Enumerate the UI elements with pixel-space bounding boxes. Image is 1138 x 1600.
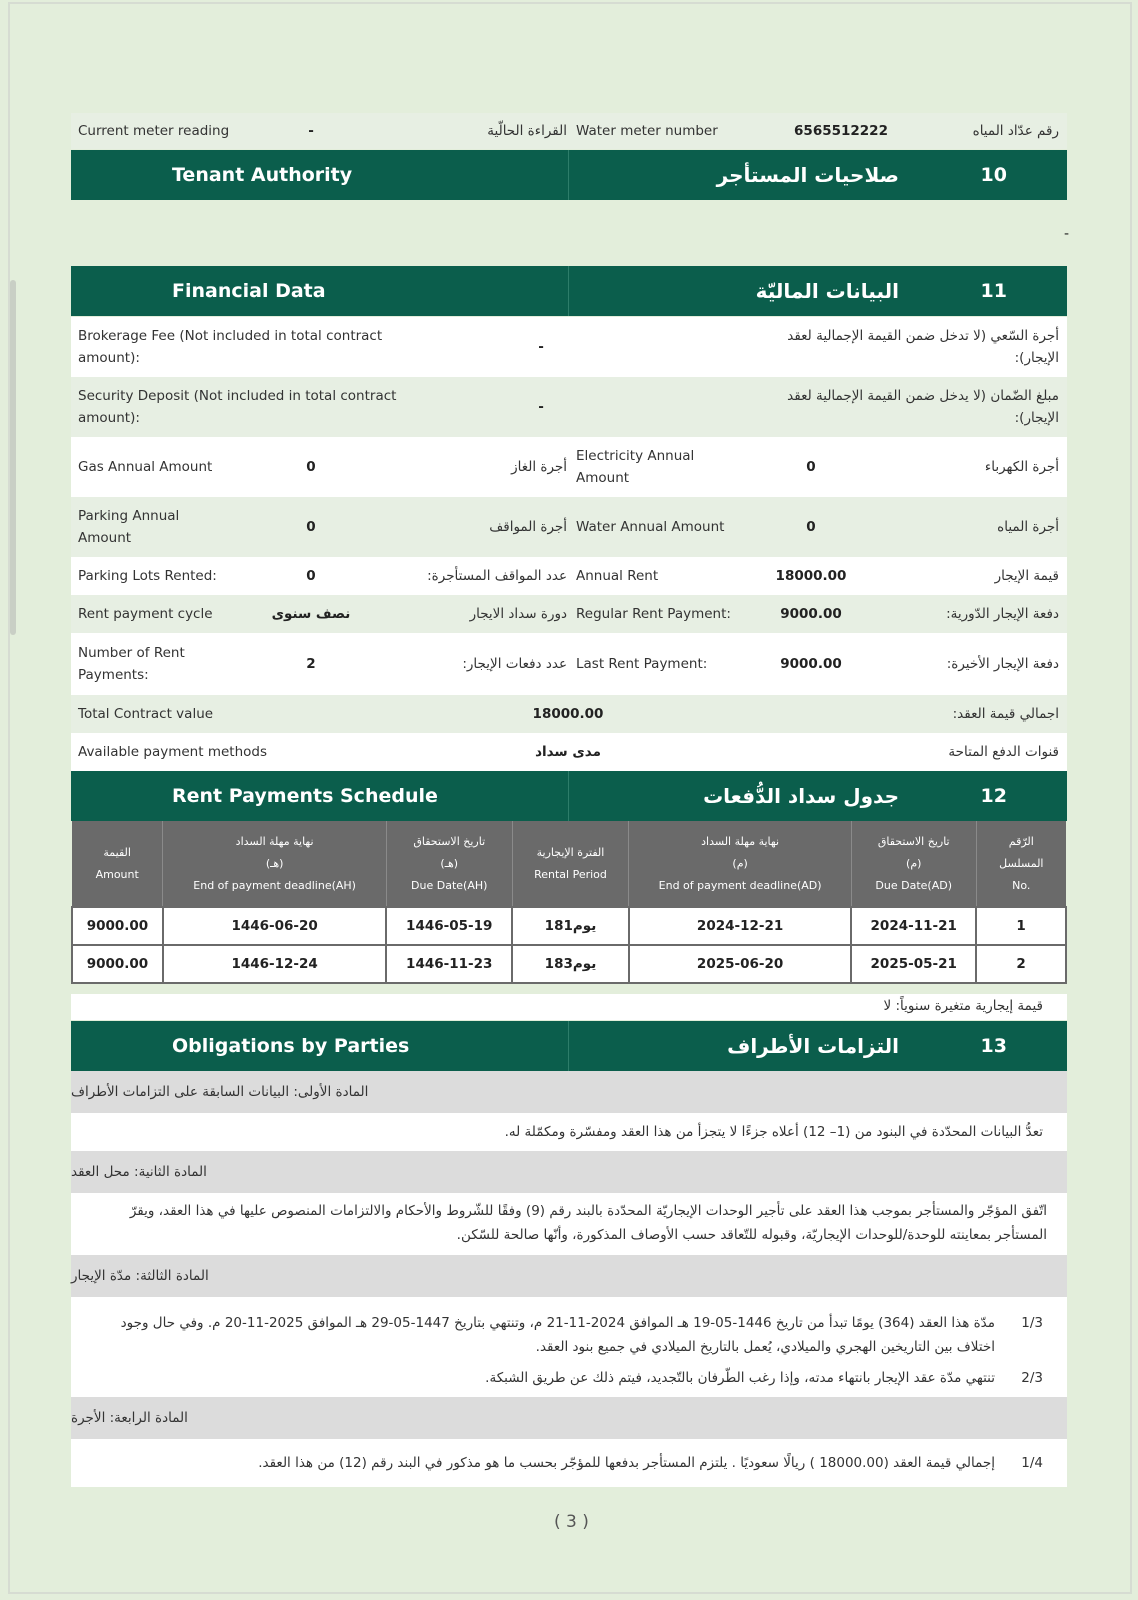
- parking-label: Parking Annual Amount: [78, 508, 180, 546]
- table-header-row: [72, 821, 1066, 907]
- section-11-title-ar: البيانات الماليّة: [755, 279, 899, 303]
- variable-rent-note: قيمة إيجارية متغيرة سنوياً: لا: [883, 998, 1043, 1014]
- section-11-title-en: Financial Data: [172, 280, 326, 302]
- num-payments-value: 2: [306, 656, 316, 672]
- amount-cell: 9000.00: [72, 945, 163, 983]
- last-payment-value: 9000.00: [780, 656, 842, 672]
- water-meter-value: 6565512222: [794, 123, 888, 139]
- cycle-row: [71, 595, 1067, 633]
- deposit-value: -: [538, 399, 544, 415]
- parking-lots-label: Parking Lots Rented:: [78, 568, 217, 584]
- methods-label: Available payment methods: [78, 744, 267, 760]
- section-10-number: 10: [980, 164, 1007, 186]
- article-4-item-1: 1/4 إجمالي قيمة العقد (18000.00 ) ريالًا سعوديًا . يلتزم المستأجر بدفعها للمؤجّر بحسب ما هو مذكور في البند رقم (12) من هذا العقد.: [258, 1455, 1043, 1471]
- regular-payment-label-ar: دفعة الإيجار الدّورية:: [946, 606, 1059, 622]
- brokerage-value: -: [538, 339, 544, 355]
- total-row: [71, 695, 1067, 733]
- water-meter-label: Water meter number: [576, 123, 718, 139]
- section-13-title-en: Obligations by Parties: [172, 1035, 410, 1057]
- section-12-title-en: Rent Payments Schedule: [172, 785, 438, 807]
- total-value: 18000.00: [532, 706, 604, 722]
- column-header-end-ah: نهاية مهلة السداد (هـ) End of payment deadline(AH): [163, 821, 386, 907]
- amount-cell: 9000.00: [72, 907, 163, 945]
- variable-rent-bar: [71, 994, 1067, 1020]
- section-12-number: 12: [980, 785, 1007, 807]
- column-header-end-ad: نهاية مهلة السداد (م) End of payment deadline(AD): [629, 821, 851, 907]
- column-header-amount: القيمة Amount: [72, 821, 163, 907]
- parking-water-row: [71, 497, 1067, 557]
- last-payment-label-ar: دفعة الإيجار الأخيرة:: [946, 656, 1059, 672]
- section-13-number: 13: [980, 1035, 1007, 1057]
- total-label-ar: اجمالي قيمة العقد:: [952, 706, 1059, 722]
- article-4-title: المادة الرابعة: الأجرة: [71, 1397, 1067, 1439]
- current-meter-label-ar: القراءة الحالّية: [487, 123, 567, 139]
- section-10-title-en: Tenant Authority: [172, 164, 353, 186]
- due-ad-cell: 2025-05-21: [851, 945, 976, 983]
- cycle-label-ar: دورة سداد الايجار: [469, 606, 567, 622]
- parking-value: 0: [306, 519, 316, 535]
- section-11-header: [71, 266, 1067, 316]
- article-4-items: [71, 1439, 1067, 1487]
- article-2-text: اتّفق المؤجّر والمستأجر بموجب هذا العقد على تأجير الوحدات الإيجاريّة المحدّدة بالبند رقم (9) وفقًا للشّروط والأحكام والالتزامات المنصوص عليها في هذا العقد، ويقرّ المستأجر بمعاينته للوحدة/للوحدات الإيجاريّة، وقبوله للتّعاقد حسب الأوصاف المذكورة، وأنّها صالحة للسّكن.: [71, 1193, 1067, 1255]
- electricity-label: Electricity Annual Amount: [576, 448, 695, 486]
- column-header-due-ad: تاريخ الاستحقاق (م) Due Date(AD): [851, 821, 976, 907]
- period-cell: 183يوم: [512, 945, 629, 983]
- num-payments-label: Number of Rent Payments:: [78, 645, 185, 683]
- parking-label-ar: أجرة المواقف: [489, 519, 567, 535]
- section-10-title-ar: صلاحيات المستأجر: [716, 163, 899, 187]
- annual-rent-label-ar: قيمة الإيجار: [994, 568, 1059, 584]
- period-cell: 181يوم: [512, 907, 629, 945]
- annual-rent-label: Annual Rent: [576, 568, 659, 584]
- article-3-item-2: 2/3 تنتهي مدّة عقد الإيجار بانتهاء مدته، وإذا رغب الطّرفان بالتّجديد، فيتم ذلك عن طريق الشبكة.: [485, 1370, 1043, 1386]
- regular-payment-label: Regular Rent Payment:: [576, 606, 731, 622]
- section-10-header: [71, 150, 1067, 200]
- parking-lots-row: [71, 557, 1067, 595]
- gas-electricity-row: [71, 437, 1067, 497]
- deposit-label: Security Deposit (Not included in total contract amount):: [78, 388, 397, 426]
- column-header-due-ah: تاريخ الاستحقاق (هـ) Due Date(AH): [386, 821, 512, 907]
- gas-label-ar: أجرة الغاز: [511, 459, 567, 475]
- article-3-items: [71, 1297, 1067, 1397]
- parking-lots-label-ar: عدد المواقف المستأجرة:: [427, 568, 567, 584]
- due-ah-cell: 1446-05-19: [386, 907, 512, 945]
- end-ah-cell: 1446-12-24: [163, 945, 386, 983]
- methods-row: [71, 733, 1067, 771]
- section-11-number: 11: [980, 280, 1007, 302]
- cycle-value: نصف سنوى: [271, 606, 351, 622]
- regular-payment-value: 9000.00: [780, 606, 842, 622]
- column-header-period: الفترة الإيجارية Rental Period: [512, 821, 629, 907]
- end-ah-cell: 1446-06-20: [163, 907, 386, 945]
- water-meter-label-ar: رقم عدّاد المياه: [972, 123, 1059, 139]
- gas-value: 0: [306, 459, 316, 475]
- end-ad-cell: 2025-06-20: [629, 945, 851, 983]
- deposit-row: [71, 377, 1067, 437]
- section-12-header: [71, 771, 1067, 821]
- section-13-header: [71, 1021, 1067, 1071]
- due-ah-cell: 1446-11-23: [386, 945, 512, 983]
- article-1-title: المادة الأولى: البيانات السابقة على التزامات الأطراف: [71, 1071, 1067, 1113]
- total-label: Total Contract value: [78, 706, 214, 722]
- water-value: 0: [806, 519, 816, 535]
- payments-schedule-table: [71, 821, 1067, 984]
- electricity-label-ar: أجرة الكهرباء: [984, 459, 1059, 475]
- tenant-authority-content: -: [1063, 226, 1069, 242]
- scrollbar[interactable]: [10, 280, 16, 635]
- article-3-item-1: 1/3 مدّة هذا العقد (364) يومًا تبدأ من تاريخ 1446-05-19 هـ الموافق 2024-11-21 م، وتنتهي بتاريخ 1447-05-29 هـ الموافق 2025-11-20 م. وفي حال وجود اختلاف بين التاريخين الهجري والميلادي، يُعمل بالتاريخ الميلادي في جميع بنود العقد.: [120, 1315, 1043, 1355]
- end-ad-cell: 2024-12-21: [629, 907, 851, 945]
- electricity-value: 0: [806, 459, 816, 475]
- table-row: [72, 945, 1066, 983]
- brokerage-row: [71, 317, 1067, 377]
- current-meter-label: Current meter reading: [78, 123, 230, 139]
- meter-row: Current meter reading - القراءة الحالّية Water meter number 6565512222 رقم عدّاد المياه: [71, 113, 1067, 149]
- table-row: [72, 907, 1066, 945]
- gas-label: Gas Annual Amount: [78, 459, 213, 475]
- parking-lots-value: 0: [306, 568, 316, 584]
- number-cell: 1: [976, 907, 1066, 945]
- page-number: ( 3 ): [554, 1512, 589, 1532]
- due-ad-cell: 2024-11-21: [851, 907, 976, 945]
- brokerage-label: Brokerage Fee (Not included in total contract amount):: [78, 328, 383, 366]
- methods-label-ar: قنوات الدفع المتاحة: [948, 744, 1059, 760]
- section-13-title-ar: التزامات الأطراف: [727, 1034, 899, 1058]
- cycle-label: Rent payment cycle: [78, 606, 213, 622]
- section-12-title-ar: جدول سداد الدُّفعات: [703, 784, 899, 808]
- water-label: Water Annual Amount: [576, 519, 725, 535]
- deposit-label-ar: مبلغ الضّمان (لا يدخل ضمن القيمة الإجمالية لعقد الإيجار):: [787, 388, 1059, 426]
- methods-value: مدى سداد: [535, 744, 601, 760]
- brokerage-label-ar: أجرة السّعي (لا تدخل ضمن القيمة الإجمالية لعقد الإيجار):: [787, 328, 1059, 366]
- last-payment-label: Last Rent Payment:: [576, 656, 708, 672]
- column-header-number: الرّقم المسلسل No.: [976, 821, 1066, 907]
- num-payments-label-ar: عدد دفعات الإيجار:: [462, 656, 567, 672]
- num-payments-row: [71, 633, 1067, 695]
- article-2-title: المادة الثانية: محل العقد: [71, 1151, 1067, 1193]
- article-1-text: تعدُّ البيانات المحدّدة في البنود من (1– 12) أعلاه جزءًا لا يتجزأ من هذا العقد ومفسّرة ومكمّلة له.: [71, 1113, 1067, 1151]
- article-3-title: المادة الثالثة: مدّة الإيجار: [71, 1255, 1067, 1297]
- water-label-ar: أجرة المياه: [997, 519, 1059, 535]
- annual-rent-value: 18000.00: [775, 568, 847, 584]
- number-cell: 2: [976, 945, 1066, 983]
